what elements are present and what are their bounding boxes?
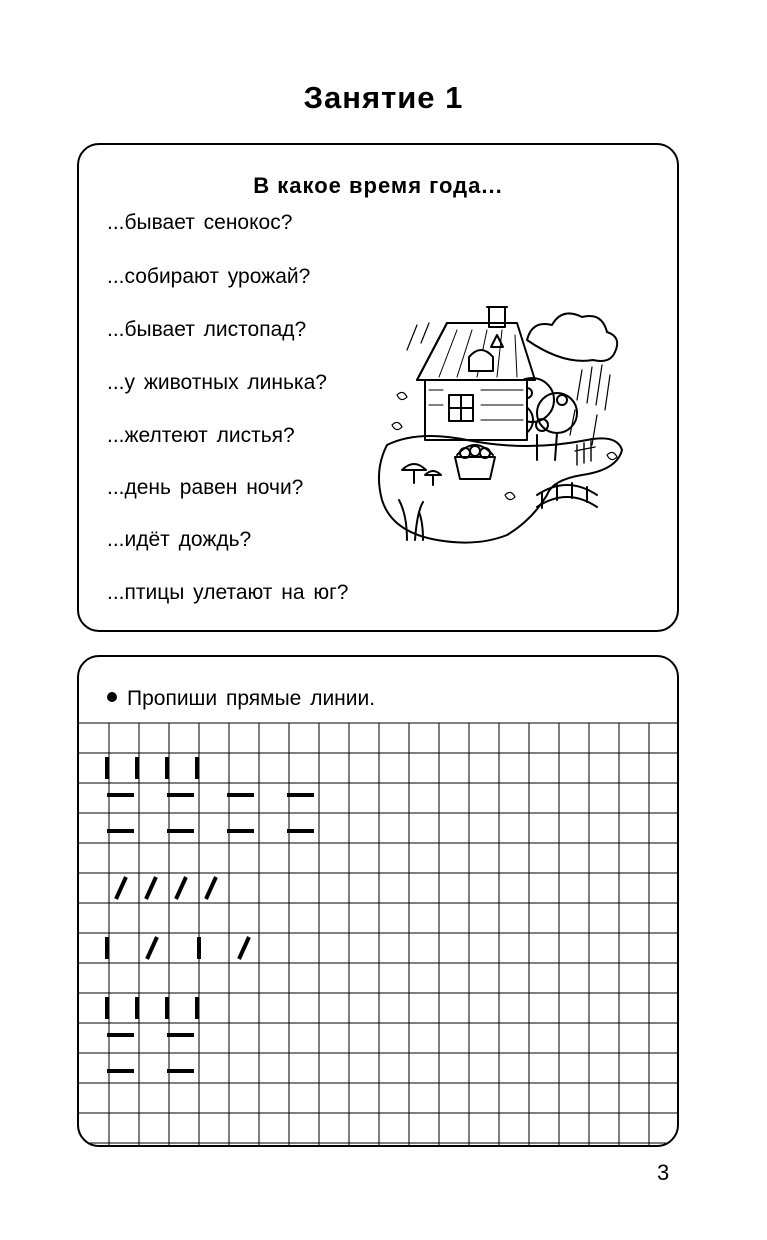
slash-line-stroke bbox=[206, 877, 216, 899]
line-writing-box bbox=[77, 655, 679, 1147]
question-leaf-fall: ...бывает листопад? bbox=[107, 318, 307, 341]
instruction-text: Пропиши прямые линии. bbox=[127, 687, 376, 710]
question-harvest: ...собирают урожай? bbox=[107, 265, 311, 288]
question-leaves-yellow: ...желтеют листья? bbox=[107, 424, 295, 447]
question-equinox: ...день равен ночи? bbox=[107, 476, 304, 499]
slash-line-stroke bbox=[147, 937, 157, 959]
seasons-heading: В какое время года... bbox=[253, 173, 503, 198]
slash-line-stroke bbox=[176, 877, 186, 899]
question-birds-fly-south: ...птицы улетают на юг? bbox=[107, 581, 349, 604]
writing-grid bbox=[79, 657, 677, 1145]
slash-line-stroke bbox=[239, 937, 249, 959]
question-rain: ...идёт дождь? bbox=[107, 528, 252, 551]
page-number: 3 bbox=[657, 1160, 670, 1185]
page-title: Занятие 1 bbox=[303, 80, 464, 115]
seasons-question-box bbox=[77, 143, 679, 632]
question-animal-moulting: ...у животных линька? bbox=[107, 371, 327, 394]
house-in-autumn-rain-illustration bbox=[377, 295, 623, 545]
question-haymaking: ...бывает сенокос? bbox=[107, 211, 293, 234]
slash-line-stroke bbox=[116, 877, 126, 899]
slash-line-stroke bbox=[146, 877, 156, 899]
